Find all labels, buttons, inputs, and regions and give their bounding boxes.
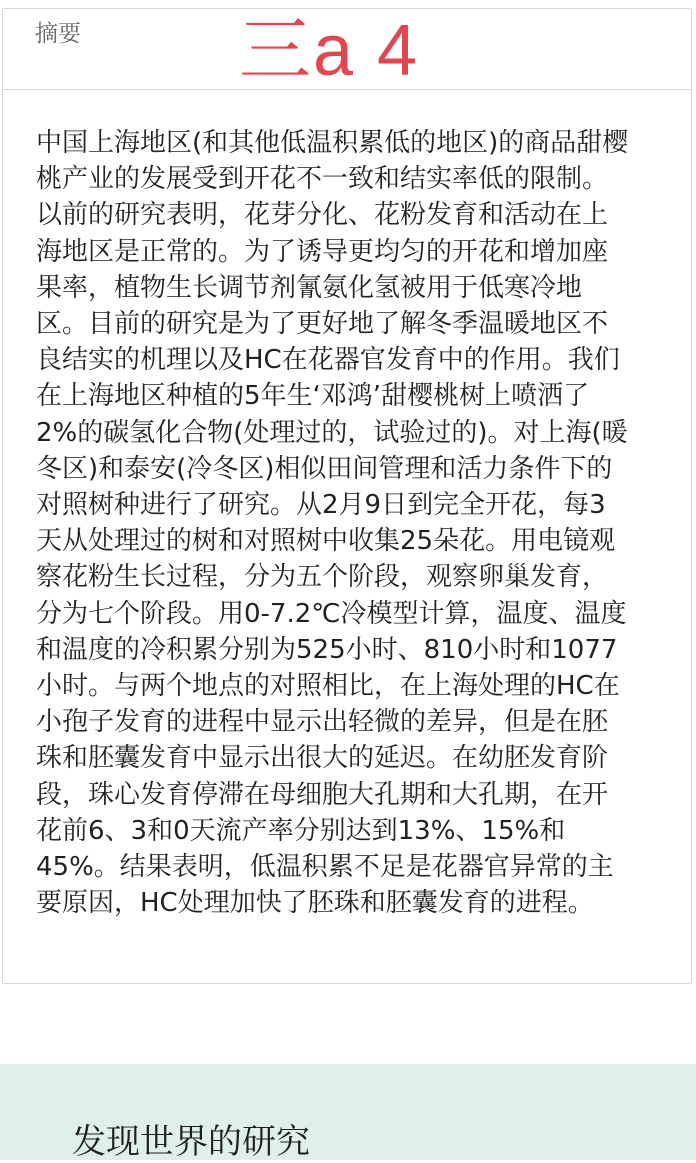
- card-header: [3, 9, 691, 90]
- brand-logo: 三a 4: [239, 11, 420, 91]
- abstract-text: 中国上海地区(和其他低温积累低的地区)的商品甜樱 桃产业的发展受到开花不一致和结实率低的限制。 以前的研究表明，花芽分化、花粉发育和活动在上 海地区是正常的。为了诱导更均匀的开花和增加座 果率，植物生长调节剂氰氨化氢被用于低寒冷地 区。目前的研究是为了更好地了解冬季温暖地区不 良结实的机理以及HC在花器官发育中的作用。我们 在上海地区种植的5年生‘邓鸿’甜樱桃树上喷洒了 2%的碳氢化合物(处理过的，试验过的)。对上海(暖 冬区)和泰安(冷冬区)相似田间管理和活力条件下的 对照树种进行了研究。从2月9日到完全开花，每3 天从处理过的树和对照树中收集25朵花。用电镜观 察花粉生长过程，分为五个阶段，观察卵巢发育， 分为七个阶段。用0-7.2℃冷模型计算，温度、温度 和温度的冷积累分别为525小时、810小时和1077 小时。与两个地点的对照相比，在上海处理的HC在 小孢子发育的进程中显示出轻微的差异，但是在胚 珠和胚囊发育中显示出很大的延迟。在幼胚发育阶 段，珠心发育停滞在母细胞大孔期和大孔期，在开 花前6、3和0天流产率分别达到13%、15%和 45%。结果表明，低温积累不足是花器官异常的主 要原因，HC处理加快了胚珠和胚囊发育的进程。: [36, 128, 629, 919]
- footer-title: 发现世界的研究: [72, 1122, 310, 1162]
- abstract-card: [2, 8, 692, 984]
- abstract-label: 摘要: [35, 21, 81, 47]
